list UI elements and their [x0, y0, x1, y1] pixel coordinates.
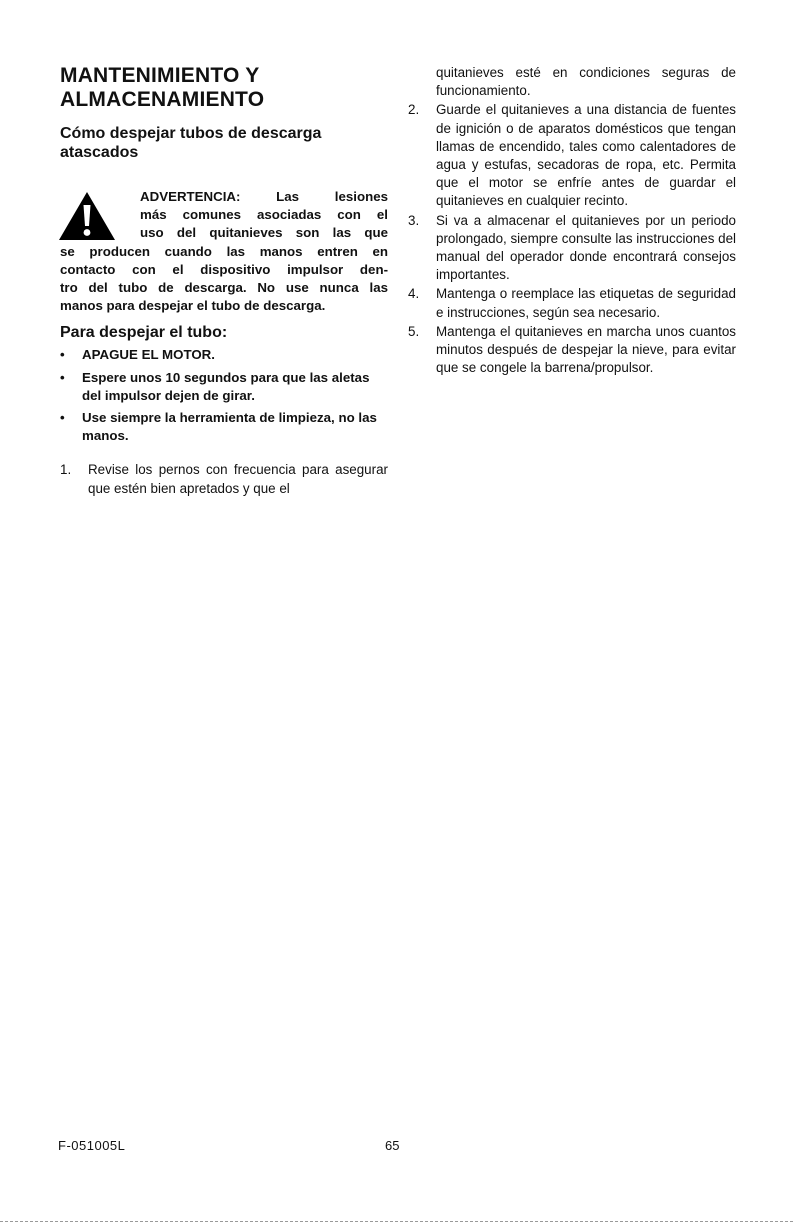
section-title: [60, 64, 388, 112]
subsection-title: [60, 124, 388, 162]
right-column: [408, 64, 736, 378]
warning-line-1: ADVERTENCIA: Las lesiones: [140, 189, 388, 204]
bullet-dot: •: [60, 410, 65, 426]
bullet-text: APAGUE EL MOTOR.: [82, 347, 215, 363]
warning-triangle-icon: [57, 190, 117, 242]
step-number: 5.: [408, 323, 420, 339]
warning-line-6: tro del tubo de descarga. No use nunca las: [60, 280, 388, 296]
warning-line-5: contacto con el dispositivo impulsor den-: [60, 261, 388, 277]
step-number: 2.: [408, 102, 420, 118]
step-item: [408, 323, 736, 378]
bullet-item: [60, 369, 388, 405]
step-text: Mantenga el quitanieves en marcha unos cuantos minutos después de despejar la nieve, para evitar que se congele la barrena/propulsor.: [436, 323, 736, 376]
bullet-text: Use siempre la herramienta de limpieza, no las manos.: [82, 410, 377, 444]
step-item: [60, 461, 388, 497]
footer-document-code: F-051005L: [58, 1138, 126, 1153]
step-number: 1.: [60, 462, 72, 478]
left-column: [60, 64, 388, 499]
step-item: [408, 212, 736, 285]
step-item: [408, 101, 736, 210]
step-text: Si va a almacenar el quitanieves por un periodo prolongado, siempre consulte las instrucciones del manual del operador donde encontrará consejos importantes.: [436, 212, 736, 283]
subsection-title-line-1: Cómo despejar tubos de descarga: [60, 125, 322, 142]
bullet-dot: •: [60, 347, 65, 363]
clear-tube-bullets: [60, 346, 388, 445]
bullet-item: [60, 409, 388, 445]
warning-line-2: más comunes asociadas con el: [140, 207, 388, 223]
step-number: 3.: [408, 212, 420, 228]
step-number: 4.: [408, 286, 420, 302]
warning-line-7: manos para despejar el tubo de descarga.: [60, 298, 326, 314]
bullet-text: Espere unos 10 segundos para que las aletas del impulsor dejen de girar.: [82, 369, 370, 403]
warning-block: [60, 188, 388, 315]
bullet-item: [60, 346, 388, 364]
step-text: Guarde el quitanieves a una distancia de fuentes de ignición o de aparatos domésticos que tengan llamas de encendido, tales como calentadores de agua y estufas, secadoras de ropa, etc. Permita que el motor se enfríe antes de guardar el quitanieves en cualquier recinto.: [436, 102, 736, 209]
steps-list-left: [60, 461, 388, 497]
step-text: Revise los pernos con frecuencia para asegurar que estén bien apretados y que el: [88, 462, 388, 496]
step-text: Mantenga o reemplace las etiquetas de seguridad e instrucciones, según sea necesario.: [436, 286, 736, 320]
footer-page-number: 65: [385, 1138, 400, 1153]
step-item: [408, 285, 736, 321]
section-title-line-1: MANTENIMIENTO Y: [60, 64, 260, 87]
steps-list-right: [408, 101, 736, 377]
subsection-title-line-2: atascados: [60, 144, 139, 161]
step-1-continuation: quitanieves esté en condiciones seguras de funcionamiento.: [436, 65, 736, 99]
clear-tube-heading: Para despejar el tubo:: [60, 324, 228, 342]
warning-line-4: se producen cuando las manos entren en: [60, 243, 388, 259]
warning-line-3: uso del quitanieves son las que: [140, 225, 388, 241]
section-title-line-2: ALMACENAMIENTO: [60, 88, 265, 111]
bullet-dot: •: [60, 369, 65, 385]
page-edge-divider: [0, 1221, 793, 1222]
